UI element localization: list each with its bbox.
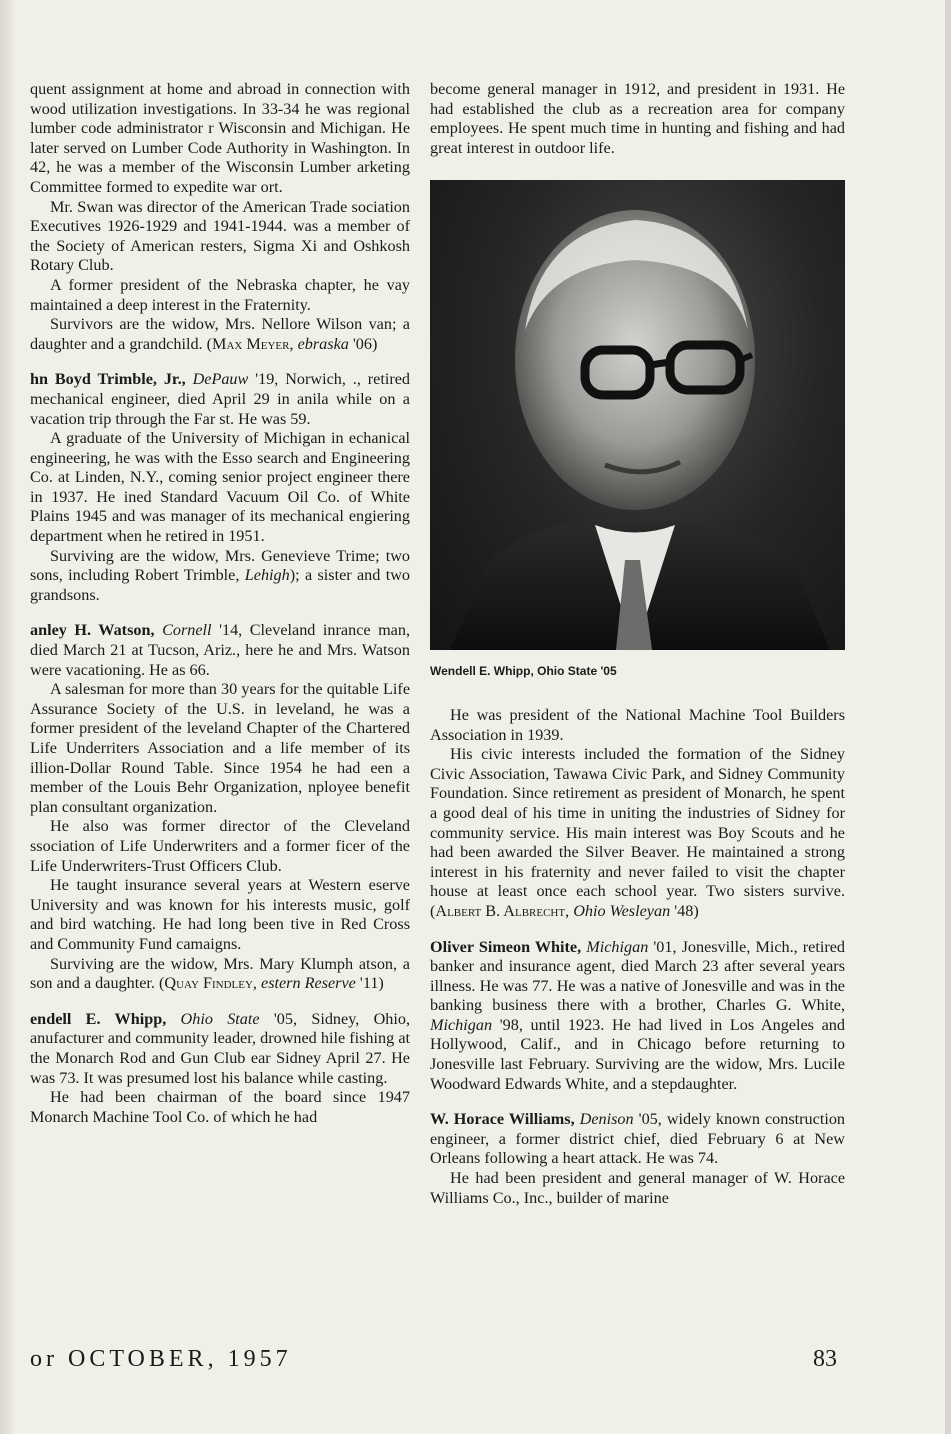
- whipp-paragraph-4: His civic interests included the formation of the Sidney Civic Association, Tawawa Civic Park, and Sidney Community Foundation. Since retirement as president of Monarch, he spent a good deal of his time in uniting the industries of Sidney for community service. His main interest was Boy Scouts and he had been awarded the Silver Beaver. He maintained a strong interest in his fraternity and never failed to visit the chapter house at least once each school year. Two sisters survive. (Albert B. Albrecht, Ohio Wesleyan '48): [430, 745, 845, 920]
- watson-paragraph-2: A salesman for more than 30 years for the quitable Life Assurance Society of the U.S. in leveland, he was a former president of the leveland Chapter of the Chartered Life Underriters Association and a life member of its illion-Dollar Round Table. Since 1954 he had een a member of the Louis Behr Organization, nployee benefit plan consultant organization.: [30, 680, 410, 816]
- obituary-watson: anley H. Watson, Cornell '14, Cleveland inrance man, died March 21 at Tucson, Ariz., here he and Mrs. Watson were vacationing. He as 66.: [30, 621, 411, 679]
- portrait-illustration: [430, 180, 845, 650]
- whipp-paragraph-2: He had been chairman of the board since 1947 Monarch Machine Tool Co. of which he had: [30, 1088, 410, 1126]
- watson-paragraph-3: He also was former director of the Cleveland ssociation of Life Underwriters and a former ficer of the Life Underwriters-Trust Officers Club.: [30, 817, 410, 875]
- whipp-continuation: become general manager in 1912, and president in 1931. He had established the club as a recreation area for company employees. He spent much time in hunting and fishing and had great interest in outdoor life.: [430, 80, 845, 157]
- photo-caption: Wendell E. Whipp, Ohio State '05: [430, 664, 617, 679]
- watson-paragraph-4: He taught insurance several years at Western eserve University and was known for his interests music, golf and bird watching. He had long been tive in Red Cross and Community Fund camaigns.: [30, 876, 410, 953]
- left-column: [30, 80, 410, 1127]
- whipp-paragraph-3: He was president of the National Machine Tool Builders Association in 1939.: [430, 705, 845, 744]
- obituary-whipp: endell E. Whipp, Ohio State '05, Sidney, Ohio, anufacturer and community leader, drowned hile fishing at the Monarch Rod and Gun Club ear Sidney April 27. He was 73. It was presumed lost his balance while casting.: [30, 1009, 411, 1087]
- page-binding-edge: [0, 0, 14, 1434]
- swan-paragraph-1: quent assignment at home and abroad in connection with wood utilization investigations. In 33-34 he was regional lumber code administrator r Wisconsin and Michigan. He later served on Lumber Code Authority in Washington. In 42, he was a member of the Wisconsin Lumber arketing Committee formed to expedite war ort.: [30, 80, 410, 196]
- right-column: [430, 80, 845, 1208]
- obituary-trimble: hn Boyd Trimble, Jr., DePauw '19, Norwich, ., retired mechanical engineer, died April 29 in anila while on a vacation trip through the Far st. He was 59.: [30, 370, 410, 428]
- page-number: 83: [813, 1346, 837, 1372]
- obituary-williams: W. Horace Williams, Denison '05, widely known construction engineer, a former district chief, died February 6 at New Orleans following a heart attack. He was 74.: [430, 1110, 846, 1168]
- watson-paragraph-5: Surviving are the widow, Mrs. Mary Klumph atson, a son and a daughter. (Quay Findley, estern Reserve '11): [30, 954, 410, 993]
- swan-paragraph-3: A former president of the Nebraska chapter, he vay maintained a deep interest in the Fraternity.: [30, 275, 410, 314]
- williams-paragraph-2: He had been president and general manager of W. Horace Williams Co., Inc., builder of marine: [430, 1169, 845, 1207]
- swan-paragraph-2: Mr. Swan was director of the American Trade sociation Executives 1926-1929 and 1941-1944. was a member of the Society of American resters, Sigma Xi and Oshkosh Rotary Club.: [30, 197, 410, 275]
- obituary-white: Oliver Simeon White, Michigan '01, Jonesville, Mich., retired banker and insurance agent, died March 23 after several years illness. He was 77. He was a native of Jonesville and was in the banking business there with a brother, Charles G. White, Michigan '98, until 1923. He had lived in Los Angeles and Hollywood, Calif., and in Chicago before returning to Jonesville last February. Surviving are the widow, Mrs. Lucile Woodward Edwards White, and a stepdaughter.: [430, 937, 846, 1093]
- page-right-edge: [945, 0, 951, 1434]
- issue-date-footer: or OCTOBER, 1957: [30, 1346, 292, 1372]
- portrait-photo: [430, 180, 845, 650]
- swan-paragraph-4: Survivors are the widow, Mrs. Nellore Wilson van; a daughter and a grandchild. (Max Meyer, ebraska '06): [30, 315, 410, 353]
- trimble-paragraph-2: A graduate of the University of Michigan in echanical engineering, he was with the Esso search and Engineering Co. at Linden, N.Y., coming senior project engineer there in 1937. He ined Standard Vacuum Oil Co. of White Plains 1945 and was manager of its mechanical engiering department when he retired in 1951.: [30, 429, 410, 546]
- trimble-paragraph-3: Surviving are the widow, Mrs. Genevieve Trime; two sons, including Robert Trimble, Lehigh); a sister and two grandsons.: [30, 546, 410, 604]
